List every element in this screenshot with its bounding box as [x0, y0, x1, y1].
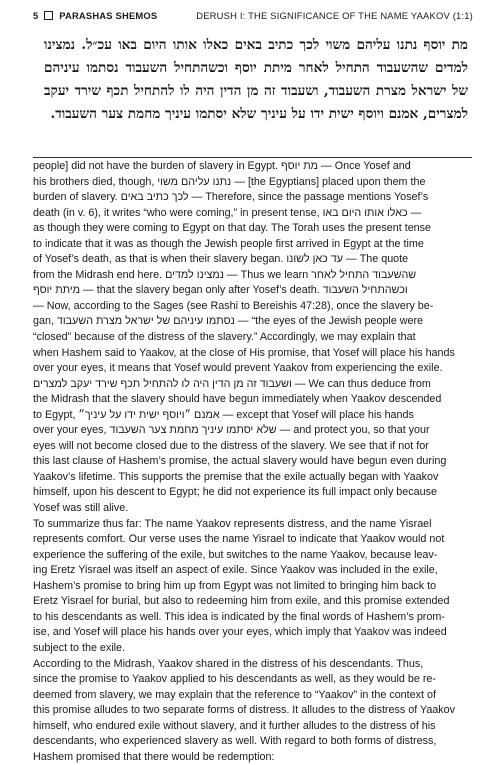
commentary-line: as though they were coming to Egypt on that day. The Torah uses the present tense: [33, 222, 432, 235]
commentary-line: subject to the exile.: [33, 641, 126, 654]
commentary-line: eyes will not become closed due to the distress of the slavery. We see that if not for: [33, 439, 429, 452]
commentary-line: Hashem promised that there would be redemption:: [33, 750, 275, 763]
commentary-line: “closed” because of the distress of the slavery.” Accordingly, we may explain that: [33, 331, 416, 344]
commentary-line: Hashem’s promise to bring him up from Egypt was not limited to bringing him back to: [33, 579, 437, 592]
commentary-line: descendants, who experienced slavery as well. With regard to both forms of distress,: [33, 735, 437, 748]
commentary-line: According to the Midrash, Yaakov shared in the distress of his descendants. Thus,: [33, 657, 424, 670]
divider: [33, 157, 472, 158]
commentary-body: [33, 159, 473, 765]
commentary-line: Yosef was still alive.: [33, 502, 129, 515]
commentary-line: — Now, according to the Sages (see Rashi to Bereishis 47:28), once the slavery be-: [33, 299, 434, 312]
parasha-title: PARASHAS SHEMOS: [59, 9, 158, 21]
commentary-line: the Midrash that the slavery should have begun immediately when Yaakov descended: [33, 393, 442, 406]
commentary-line: himself, upon his descent to Egypt; he did not experience its full impact only because: [33, 486, 437, 499]
commentary-line: deemed from slavery, we may explain that the reference to “Yaakov” in the context of: [33, 688, 436, 701]
page-header: [33, 8, 473, 22]
commentary-line: burden of slavery. לכך כתיב באים — Therefore, since the passage mentions Yosef’s: [33, 191, 429, 204]
commentary-line: over your eyes, it means that Yosef would prevent Yaakov from experiencing the exile.: [33, 362, 443, 375]
commentary-line: this promise alludes to two separate forms of distress. It alludes to the distress of Yaakov: [33, 704, 456, 717]
commentary-line: ושעבוד זה מן הדין היה לו להתחיל תכף שירד יעקב למצרים — We can thus deduce from: [33, 377, 431, 390]
commentary-line: Eretz Yisrael for burial, but also to redeeming him from exile, and this promise extended: [33, 595, 450, 608]
commentary-line: his brothers died, though, נתנו עליהם משוי — [the Egyptians] placed upon them the: [33, 175, 426, 188]
square-icon: [44, 11, 53, 20]
commentary-line: himself, who endured exile without slavery, and it further alludes to the distress of his: [33, 719, 436, 732]
commentary-line: of Yosef’s death, as that is when their slavery began. עד כאן לשונו — The quote: [33, 253, 409, 266]
commentary-line: over your eyes, שלא יסתמו עיניך מחמת צער השעבוד — and protect you, so that your: [33, 424, 430, 437]
commentary-line: ing Eretz Yisrael was itself an aspect of exile. Since Yaakov was included in the exile,: [33, 564, 438, 577]
commentary-line: this last clause of Hashem’s promise, the actual slavery would have begun even during: [33, 455, 447, 468]
commentary-line: death (in v. 6), it writes “who were coming,” in present tense, כאלו אותו היום באו —: [33, 206, 422, 219]
commentary-line: to indicate that it was as though the Jewish people first arrived in Egypt at the time: [33, 237, 424, 250]
derush-title: DERUSH I: THE SIGNIFICANCE OF THE NAME YAAKOV (1:1): [196, 9, 473, 21]
commentary-line: when Hashem said to Yaakov, at the close of His promise, that Yosef will place his hands: [33, 346, 455, 359]
hebrew-source-text: מת יוסף נתנו עליהם משוי לכך כתיב באים כאלו אותו היום באו עכ״ל. נמצינו למדים שהשעבוד התחיל לאחר מיתת יוסף וכשהתחיל השעבוד נסתמו עיניהם של ישראל מצרת השעבוד, ושעבוד זה מן הדין היה לו להתחיל תכף שירד יעקב למצרים, אמנם ויוסף ישית ידו על עיניך שלא יסתמו עיניך מחמת צער השעבוד.: [44, 37, 468, 122]
commentary-line: people] did not have the burden of slavery in Egypt. מת יוסף — Once Yosef and: [33, 160, 411, 172]
commentary-line: since the promise to Yaakov applied to his descendants as well, as they would be re-: [33, 673, 436, 686]
commentary-line: מיתת יוסף — that the slavery began only after Yosef’s death. וכשהתחיל השעבוד: [33, 284, 408, 297]
commentary-line: represents comfort. Our verse uses the name Yisrael to indicate that Yaakov would not: [33, 533, 445, 546]
commentary-line: experience the suffering of the exile, but switches to the name Yaakov, because leav-: [33, 548, 438, 561]
page-number: 5: [33, 9, 39, 21]
commentary-line: To summarize thus far: The name Yaakov represents distress, and the name Yisrael: [33, 517, 432, 530]
commentary-line: from the Midrash end here. נמצינו למדים — Thus we learn שהשעבוד התחיל לאחר: [33, 268, 417, 281]
commentary-line: to his descendants as well. This idea is indicated by the final words of Hashem’s prom-: [33, 610, 445, 623]
commentary-line: ise, and Yosef will place his hands over your eyes, which imply that Yaakov was indeed: [33, 626, 447, 639]
commentary-line: Yaakov’s lifetime. This supports the premise that the exile actually began with Yaakov: [33, 470, 439, 483]
commentary-line: gan, נסתמו עיניהם של ישראל מצרת השעבוד — “the eyes of the Jewish people were: [33, 315, 424, 328]
commentary-line: to Egypt, אמנם ״ויוסף ישית ידו על עיניך״ — except that Yosef will place his hands: [33, 408, 414, 421]
